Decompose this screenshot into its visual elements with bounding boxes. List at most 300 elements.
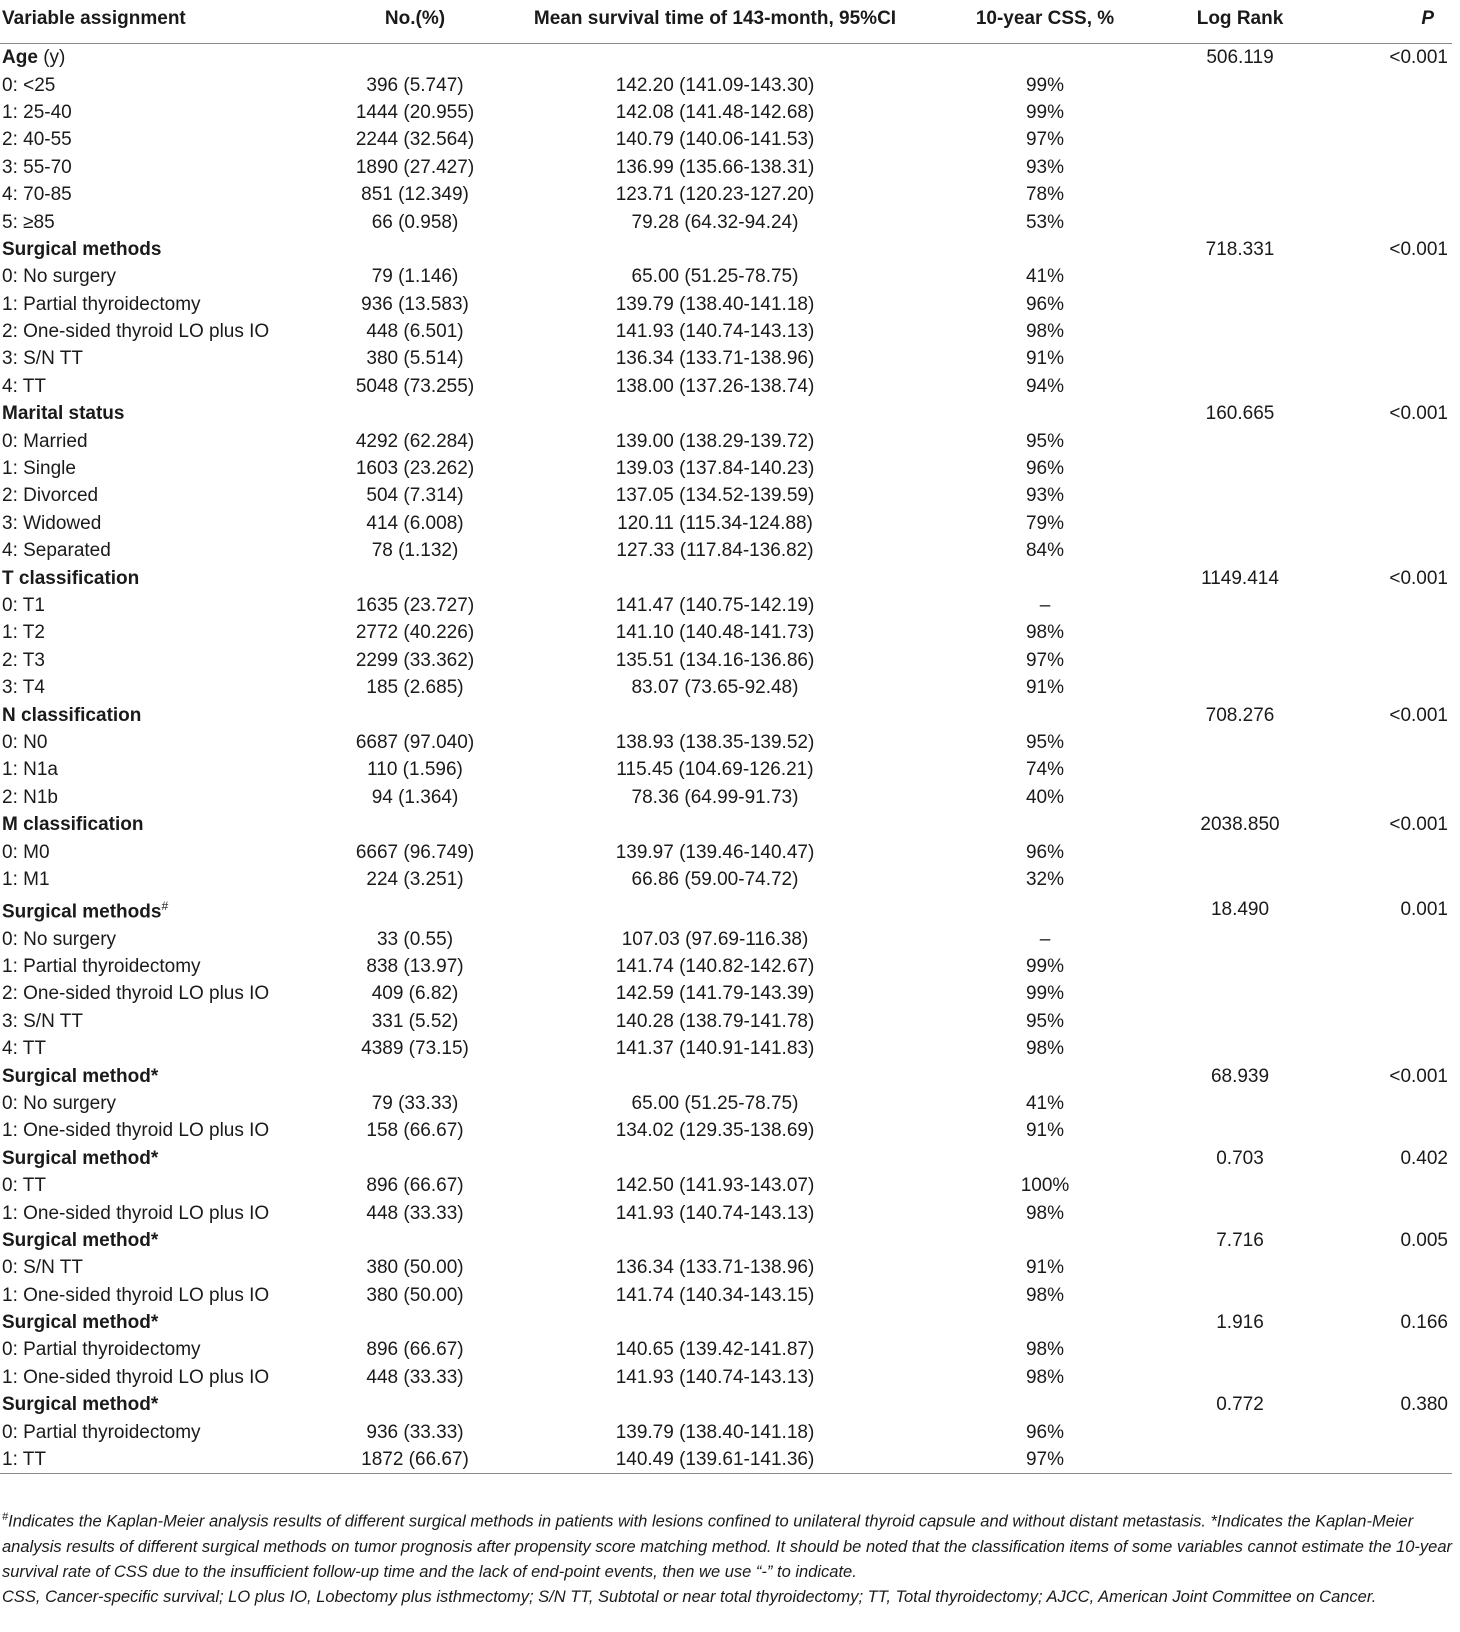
empty-cell	[1160, 619, 1320, 646]
empty-cell	[1160, 154, 1320, 181]
css-cell: 95%	[1025, 731, 1065, 753]
mean-survival-cell: 140.49 (139.61-141.36)	[500, 1446, 930, 1474]
table-row	[0, 263, 1452, 290]
css-cell: 96%	[1025, 458, 1065, 480]
empty-cell	[1160, 1172, 1320, 1199]
empty-cell	[930, 811, 1160, 838]
p-value-cell: 0.402	[1400, 1147, 1448, 1169]
group-header-row	[0, 236, 1452, 263]
table-row	[0, 318, 1452, 345]
footnote-2: CSS, Cancer-specific survival; LO plus IO, Lobectomy plus isthmectomy; S/N TT, Subtotal or near total thyroidectomy; TT, Total thyroidectomy; AJCC, American Joint Committee on Cancer.	[2, 1587, 1377, 1606]
table-row	[0, 455, 1452, 482]
count-cell: 2772 (40.226)	[355, 622, 475, 644]
count-cell: 185 (2.685)	[366, 677, 464, 699]
group-header-row	[0, 811, 1452, 838]
css-cell: 98%	[1025, 1038, 1065, 1060]
css-cell: 41%	[1025, 266, 1065, 288]
empty-cell	[1320, 291, 1452, 318]
css-cell: 91%	[1025, 1120, 1065, 1142]
mean-survival-cell: 65.00 (51.25-78.75)	[631, 1092, 799, 1114]
empty-cell	[1320, 1418, 1452, 1445]
empty-cell	[1160, 756, 1320, 783]
variable-cell: 2: One-sided thyroid LO plus IO	[2, 321, 270, 343]
log-rank-cell: 0.772	[1216, 1394, 1264, 1416]
table-row	[0, 1172, 1452, 1199]
table-row	[0, 1035, 1452, 1062]
css-cell: 40%	[1025, 786, 1065, 808]
empty-cell	[1320, 729, 1452, 756]
mean-survival-cell: 83.07 (73.65-92.48)	[631, 677, 799, 699]
header-row	[0, 8, 1452, 44]
empty-cell	[930, 236, 1160, 263]
empty-cell	[500, 564, 930, 591]
empty-cell	[1320, 925, 1452, 952]
empty-cell	[1160, 263, 1320, 290]
empty-cell	[1320, 208, 1452, 235]
mean-survival-cell: 79.28 (64.32-94.24)	[631, 211, 799, 233]
group-label-cell	[0, 1062, 330, 1089]
variable-cell: 3: Widowed	[2, 512, 102, 534]
variable-cell: 2: Divorced	[2, 485, 99, 507]
variable-cell: 2: T3	[2, 649, 45, 671]
variable-cell: 1: Partial thyroidectomy	[2, 293, 201, 315]
table-row	[0, 1364, 1452, 1391]
table-row	[0, 154, 1452, 181]
empty-cell	[1320, 866, 1452, 893]
css-cell: 99%	[1025, 101, 1065, 123]
empty-cell	[1160, 291, 1320, 318]
log-rank-cell: 68.939	[1210, 1065, 1270, 1087]
variable-cell: 0: Partial thyroidectomy	[2, 1339, 201, 1361]
group-footnote-mark: #	[161, 899, 169, 914]
count-cell: 1603 (23.262)	[355, 458, 475, 480]
empty-cell	[330, 1062, 500, 1089]
group-label: Surgical method*	[2, 1147, 159, 1169]
empty-cell	[1160, 838, 1320, 865]
css-cell: 91%	[1025, 1257, 1065, 1279]
group-label-cell	[0, 400, 330, 427]
table-row	[0, 71, 1452, 98]
empty-cell	[1160, 729, 1320, 756]
variable-cell: 1: One-sided thyroid LO plus IO	[2, 1120, 270, 1142]
group-header-row	[0, 564, 1452, 591]
log-rank-cell: 2038.850	[1200, 814, 1280, 836]
empty-cell	[1160, 373, 1320, 400]
group-label: M classification	[2, 814, 144, 836]
empty-cell	[330, 44, 500, 72]
table-row	[0, 1090, 1452, 1117]
count-cell: 6687 (97.040)	[355, 731, 475, 753]
group-label: Surgical method*	[2, 1065, 159, 1087]
empty-cell	[1320, 592, 1452, 619]
variable-cell: 3: S/N TT	[2, 348, 83, 370]
count-cell: 409 (6.82)	[371, 983, 459, 1005]
variable-cell: 3: 55-70	[2, 156, 72, 178]
empty-cell	[1320, 345, 1452, 372]
variable-cell: 4: Separated	[2, 540, 111, 562]
empty-cell	[1160, 71, 1320, 98]
empty-cell	[1160, 1418, 1320, 1445]
empty-cell	[330, 1227, 500, 1254]
table-row	[0, 1282, 1452, 1309]
variable-cell: 5: ≥85	[2, 211, 55, 233]
css-cell: 95%	[1025, 1010, 1065, 1032]
variable-cell: 0: Partial thyroidectomy	[2, 1421, 201, 1443]
table-row	[0, 181, 1452, 208]
table-row	[0, 1117, 1452, 1144]
footnote-mark: #	[2, 1511, 9, 1523]
table-row	[0, 925, 1452, 952]
empty-cell	[1320, 1008, 1452, 1035]
css-cell: –	[1039, 595, 1051, 616]
empty-cell	[930, 1227, 1160, 1254]
variable-cell: 1: N1a	[2, 759, 58, 781]
variable-cell: 2: N1b	[2, 786, 58, 808]
mean-survival-cell: 141.10 (140.48-141.73)	[615, 622, 815, 644]
table-footnotes	[2, 1505, 1454, 1610]
empty-cell	[1160, 1282, 1320, 1309]
group-label-cell	[0, 701, 330, 728]
empty-cell	[330, 811, 500, 838]
table-row	[0, 537, 1452, 564]
log-rank-cell: 506.119	[1206, 47, 1274, 69]
empty-cell	[500, 701, 930, 728]
mean-survival-cell: 141.93 (140.74-143.13)	[615, 1202, 815, 1224]
count-cell: 79 (1.146)	[371, 266, 459, 288]
css-cell: 74%	[1025, 759, 1065, 781]
empty-cell	[1160, 1199, 1320, 1226]
empty-cell	[330, 564, 500, 591]
empty-cell	[1160, 925, 1320, 952]
group-label-cell	[0, 811, 330, 838]
group-label: Surgical method*	[2, 1312, 159, 1334]
p-value-cell: 0.001	[1400, 898, 1448, 920]
variable-cell: 1: One-sided thyroid LO plus IO	[2, 1366, 270, 1388]
count-cell: 5048 (73.255)	[355, 375, 475, 397]
empty-cell	[1320, 1172, 1452, 1199]
empty-cell	[1320, 1364, 1452, 1391]
mean-survival-cell: 140.79 (140.06-141.53)	[615, 129, 815, 151]
group-label: Surgical method*	[2, 1394, 159, 1416]
empty-cell	[930, 893, 1160, 925]
empty-cell	[1160, 537, 1320, 564]
mean-survival-cell: 138.93 (138.35-139.52)	[615, 731, 815, 753]
css-cell: 91%	[1025, 677, 1065, 699]
variable-cell: 0: No surgery	[2, 266, 117, 288]
log-rank-cell: 18.490	[1210, 898, 1270, 920]
empty-cell	[1160, 1117, 1320, 1144]
count-cell: 79 (33.33)	[371, 1092, 459, 1114]
variable-cell: 1: One-sided thyroid LO plus IO	[2, 1202, 270, 1224]
css-cell: 98%	[1025, 1366, 1065, 1388]
count-cell: 414 (6.008)	[366, 512, 464, 534]
empty-cell	[1160, 99, 1320, 126]
mean-survival-cell: 136.99 (135.66-138.31)	[615, 156, 815, 178]
variable-cell: 0: M0	[2, 841, 50, 863]
table-row	[0, 1008, 1452, 1035]
footnote-1	[2, 1505, 1454, 1585]
empty-cell	[1160, 592, 1320, 619]
empty-cell	[1160, 510, 1320, 537]
css-cell: 98%	[1025, 1284, 1065, 1306]
mean-survival-cell: 136.34 (133.71-138.96)	[615, 1257, 815, 1279]
empty-cell	[1320, 980, 1452, 1007]
variable-cell: 2: One-sided thyroid LO plus IO	[2, 983, 270, 1005]
css-cell: 91%	[1025, 348, 1065, 370]
empty-cell	[330, 893, 500, 925]
css-cell: 99%	[1025, 956, 1065, 978]
p-value-cell: <0.001	[1389, 238, 1448, 260]
mean-survival-cell: 66.86 (59.00-74.72)	[631, 868, 799, 890]
table-row	[0, 619, 1452, 646]
empty-cell	[500, 1391, 930, 1418]
mean-survival-cell: 141.93 (140.74-143.13)	[615, 321, 815, 343]
count-cell: 331 (5.52)	[371, 1010, 459, 1032]
table-row	[0, 208, 1452, 235]
empty-cell	[1160, 181, 1320, 208]
css-cell: 100%	[1020, 1175, 1070, 1197]
empty-cell	[930, 1309, 1160, 1336]
css-cell: 99%	[1025, 74, 1065, 96]
empty-cell	[500, 893, 930, 925]
group-label-cell	[0, 1391, 330, 1418]
css-cell: 98%	[1025, 321, 1065, 343]
header-variable-assignment: Variable assignment	[0, 8, 330, 44]
footnote-1-text: Indicates the Kaplan-Meier analysis results of different surgical methods in patients with lesions confined to unilateral thyroid capsule and without distant metastasis. *Indicates the Kaplan-Meier analysis results of different surgical methods on tumor prognosis after propensity score matching method. It should be noted that the classification items of some variables cannot estimate the 10-year survival rate of CSS due to the insufficient follow-up time and the lack of end-point events, then we use “-” to indicate.	[2, 1512, 1452, 1581]
empty-cell	[330, 1391, 500, 1418]
variable-cell: 0: No surgery	[2, 1092, 117, 1114]
p-value-cell: <0.001	[1389, 704, 1448, 726]
group-label: Surgical methods	[2, 901, 162, 923]
empty-cell	[1160, 345, 1320, 372]
css-cell: 98%	[1025, 1339, 1065, 1361]
group-label-cell	[0, 1227, 330, 1254]
table-row	[0, 784, 1452, 811]
empty-cell	[500, 236, 930, 263]
empty-cell	[1320, 1282, 1452, 1309]
css-cell: 78%	[1025, 184, 1065, 206]
count-cell: 6667 (96.749)	[355, 841, 475, 863]
css-cell: 96%	[1025, 1421, 1065, 1443]
count-cell: 1890 (27.427)	[355, 156, 475, 178]
header-mean-survival: Mean survival time of 143-month, 95%CI	[500, 8, 930, 44]
count-cell: 936 (13.583)	[361, 293, 469, 315]
variable-cell: 3: S/N TT	[2, 1010, 83, 1032]
log-rank-cell: 1.916	[1216, 1312, 1264, 1334]
empty-cell	[1320, 99, 1452, 126]
empty-cell	[1320, 756, 1452, 783]
empty-cell	[1160, 482, 1320, 509]
empty-cell	[1320, 482, 1452, 509]
variable-cell: 1: TT	[0, 1446, 330, 1474]
css-cell: 96%	[1025, 841, 1065, 863]
mean-survival-cell: 140.28 (138.79-141.78)	[615, 1010, 815, 1032]
css-cell: 53%	[1025, 211, 1065, 233]
p-value-cell: <0.001	[1389, 403, 1448, 425]
empty-cell	[1160, 1336, 1320, 1363]
empty-cell	[1160, 674, 1320, 701]
table-row	[0, 1446, 1452, 1474]
table-row	[0, 1418, 1452, 1445]
table-row	[0, 953, 1452, 980]
log-rank-cell: 160.665	[1205, 403, 1275, 425]
count-cell: 396 (5.747)	[366, 74, 464, 96]
group-label-cell	[0, 236, 330, 263]
survival-table	[0, 8, 1452, 1474]
mean-survival-cell: 135.51 (134.16-136.86)	[615, 649, 815, 671]
group-label-cell	[0, 44, 330, 72]
variable-cell: 1: M1	[2, 868, 50, 890]
empty-cell	[500, 811, 930, 838]
table-row	[0, 510, 1452, 537]
mean-survival-cell: 137.05 (134.52-139.59)	[615, 485, 815, 507]
empty-cell	[1320, 619, 1452, 646]
empty-cell	[1320, 1254, 1452, 1281]
empty-cell	[1160, 647, 1320, 674]
empty-cell	[1160, 1035, 1320, 1062]
empty-cell	[1160, 1254, 1320, 1281]
css-cell: 99%	[1025, 983, 1065, 1005]
empty-cell	[1160, 455, 1320, 482]
header-log-rank: Log Rank	[1160, 8, 1320, 44]
empty-cell	[930, 701, 1160, 728]
table-row	[0, 482, 1452, 509]
empty-cell	[500, 1309, 930, 1336]
group-label-cell	[0, 893, 330, 925]
empty-cell	[1160, 318, 1320, 345]
table-row	[0, 866, 1452, 893]
header-p-value: P	[1320, 8, 1452, 44]
variable-cell: 4: TT	[2, 375, 46, 397]
group-label: Marital status	[2, 403, 125, 425]
mean-survival-cell: 142.50 (141.93-143.07)	[615, 1175, 815, 1197]
mean-survival-cell: 139.03 (137.84-140.23)	[615, 458, 815, 480]
variable-cell: 0: No surgery	[2, 928, 117, 950]
empty-cell	[1160, 427, 1320, 454]
css-cell: 32%	[1025, 868, 1065, 890]
css-cell: 94%	[1025, 375, 1065, 397]
group-header-row	[0, 893, 1452, 925]
mean-survival-cell: 107.03 (97.69-116.38)	[621, 928, 809, 950]
table-row	[0, 592, 1452, 619]
empty-cell	[1320, 373, 1452, 400]
count-cell: 380 (5.514)	[366, 348, 464, 370]
group-label: T classification	[2, 567, 140, 589]
empty-cell	[1320, 181, 1452, 208]
mean-survival-cell: 123.71 (120.23-127.20)	[615, 184, 815, 206]
variable-cell: 1: Single	[2, 458, 76, 480]
count-cell: 380 (50.00)	[366, 1257, 464, 1279]
empty-cell	[1160, 1446, 1320, 1474]
count-cell: 1444 (20.955)	[355, 101, 475, 123]
count-cell: 94 (1.364)	[371, 786, 459, 808]
table-row	[0, 1199, 1452, 1226]
table-row	[0, 291, 1452, 318]
empty-cell	[930, 400, 1160, 427]
group-header-row	[0, 1309, 1452, 1336]
p-value-cell: <0.001	[1389, 1065, 1448, 1087]
css-cell: 96%	[1025, 293, 1065, 315]
mean-survival-cell: 136.34 (133.71-138.96)	[615, 348, 815, 370]
css-cell: 98%	[1025, 1202, 1065, 1224]
count-cell: 504 (7.314)	[366, 485, 464, 507]
mean-survival-cell: 134.02 (129.35-138.69)	[615, 1120, 815, 1142]
mean-survival-cell: 139.97 (139.46-140.47)	[615, 841, 815, 863]
empty-cell	[500, 400, 930, 427]
variable-cell: 3: T4	[2, 677, 45, 699]
p-value-cell: <0.001	[1389, 814, 1448, 836]
empty-cell	[1320, 647, 1452, 674]
count-cell: 838 (13.97)	[366, 956, 464, 978]
log-rank-cell: 1149.414	[1201, 567, 1279, 589]
variable-cell: 4: 70-85	[2, 184, 72, 206]
mean-survival-cell: 141.47 (140.75-142.19)	[615, 595, 815, 616]
variable-cell: 0: TT	[2, 1175, 46, 1197]
empty-cell	[1320, 537, 1452, 564]
header-ten-year-css: 10-year CSS, %	[930, 8, 1160, 44]
count-cell: 1635 (23.727)	[355, 595, 475, 616]
empty-cell	[1320, 784, 1452, 811]
count-cell: 4389 (73.15)	[361, 1038, 469, 1060]
empty-cell	[930, 564, 1160, 591]
p-value-cell: <0.001	[1389, 47, 1448, 69]
empty-cell	[1160, 953, 1320, 980]
table-row	[0, 980, 1452, 1007]
count-cell: 896 (66.67)	[366, 1175, 464, 1197]
group-label: Surgical method*	[2, 1229, 159, 1251]
count-cell: 380 (50.00)	[366, 1284, 464, 1306]
empty-cell	[1160, 1008, 1320, 1035]
group-unit: (y)	[43, 47, 66, 69]
table-row	[0, 674, 1452, 701]
variable-cell: 0: T1	[2, 595, 45, 616]
variable-cell: 1: Partial thyroidectomy	[2, 956, 201, 978]
group-label: Age	[2, 47, 38, 69]
css-cell: 97%	[1025, 129, 1065, 151]
table-row	[0, 756, 1452, 783]
group-header-row	[0, 44, 1452, 72]
log-rank-cell: 0.703	[1216, 1147, 1264, 1169]
empty-cell	[330, 701, 500, 728]
empty-cell	[500, 1227, 930, 1254]
group-label: Surgical methods	[2, 238, 162, 260]
empty-cell	[1160, 126, 1320, 153]
count-cell: 224 (3.251)	[366, 868, 464, 890]
mean-survival-cell: 78.36 (64.99-91.73)	[631, 786, 799, 808]
empty-cell	[1320, 1035, 1452, 1062]
mean-survival-cell: 139.00 (138.29-139.72)	[615, 430, 815, 452]
css-cell: 98%	[1025, 622, 1065, 644]
group-header-row	[0, 1145, 1452, 1172]
table-header	[0, 8, 1452, 44]
empty-cell	[1320, 126, 1452, 153]
empty-cell	[930, 1062, 1160, 1089]
empty-cell	[500, 44, 930, 72]
mean-survival-cell: 141.74 (140.34-143.15)	[615, 1284, 815, 1306]
empty-cell	[1320, 510, 1452, 537]
empty-cell	[1320, 427, 1452, 454]
css-cell: 97%	[1025, 649, 1065, 671]
table-row	[0, 345, 1452, 372]
mean-survival-cell: 120.11 (115.34-124.88)	[617, 512, 813, 534]
mean-survival-cell: 141.93 (140.74-143.13)	[615, 1366, 815, 1388]
mean-survival-cell: 127.33 (117.84-136.82)	[616, 540, 814, 562]
count-cell: 448 (33.33)	[366, 1366, 464, 1388]
table-row	[0, 99, 1452, 126]
count-cell: 851 (12.349)	[361, 184, 469, 206]
css-cell: 79%	[1025, 512, 1065, 534]
empty-cell	[330, 236, 500, 263]
